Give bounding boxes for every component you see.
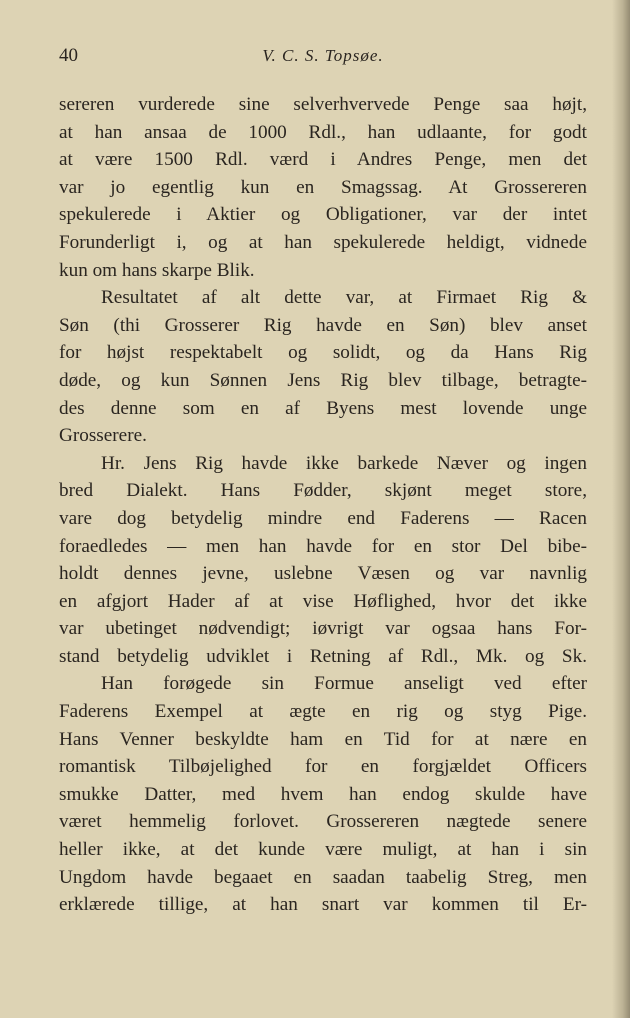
text-line: døde, og kun Sønnen Jens Rig blev tilbage, betragte- [59,369,587,391]
page-number: 40 [59,45,78,66]
text-line: foraedledes — men han havde for en stor Del bibe- [59,535,587,557]
text-line: romantisk Tilbøjelighed for en forgjældet Officers [59,756,587,778]
text-line: vare dog betydelig mindre end Faderens — Racen [59,507,587,529]
text-line: var ubetinget nødvendigt; iøvrigt var ogsaa hans For- [59,618,587,640]
text-line: erklærede tillige, at han snart var kommen til Er- [59,894,587,916]
text-line: Forunderligt i, og at han spekulerede heldigt, vidnede [59,231,587,253]
page-edge-shadow [612,0,630,1018]
text-line: holdt dennes jevne, uslebne Væsen og var navnlig [59,563,587,585]
text-line: Faderens Exempel at ægte en rig og styg Pige. [59,701,587,723]
text-line: for højst respektabelt og solidt, og da Hans Rig [59,342,587,364]
text-line: stand betydelig udviklet i Retning af Rdl., Mk. og Sk. [59,645,587,667]
text-line: Hans Venner beskyldte ham en Tid for at nære en [59,728,587,750]
text-line: spekulerede i Aktier og Obligationer, var der intet [59,204,587,226]
text-line: kun om hans skarpe Blik. [59,259,255,281]
text-line: var jo egentlig kun en Smagssag. At Grossereren [59,176,587,198]
text-line: været hemmelig forlovet. Grossereren nægtede senere [59,811,587,833]
text-line: Han forøgede sin Formue anseligt ved efter [101,673,587,695]
text-line: Resultatet af alt dette var, at Firmaet Rig & [101,287,587,309]
running-head: V. C. S. Topsøe. [262,46,384,65]
text-line: bred Dialekt. Hans Fødder, skjønt meget store, [59,480,587,502]
text-line: sereren vurderede sine selverhvervede Penge saa højt, [59,94,587,115]
text-line: at han ansaa de 1000 Rdl., han udlaante, for godt [59,121,587,143]
text-line: Hr. Jens Rig havde ikke barkede Næver og ingen [101,452,587,474]
text-line: Søn (thi Grosserer Rig havde en Søn) blev anset [59,314,587,336]
text-line: at være 1500 Rdl. værd i Andres Penge, men det [59,149,587,171]
text-line: smukke Datter, med hvem han endog skulde have [59,783,587,805]
text-line: Ungdom havde begaaet en saadan taabelig Streg, men [59,866,587,888]
text-line: des denne som en af Byens mest lovende unge [59,397,587,419]
text-line: heller ikke, at det kunde være muligt, at han i sin [59,839,587,861]
page-body-text [59,91,587,919]
page-header [59,44,587,68]
text-line: en afgjort Hader af at vise Høflighed, hvor det ikke [59,590,587,612]
text-line: Grosserere. [59,425,147,447]
